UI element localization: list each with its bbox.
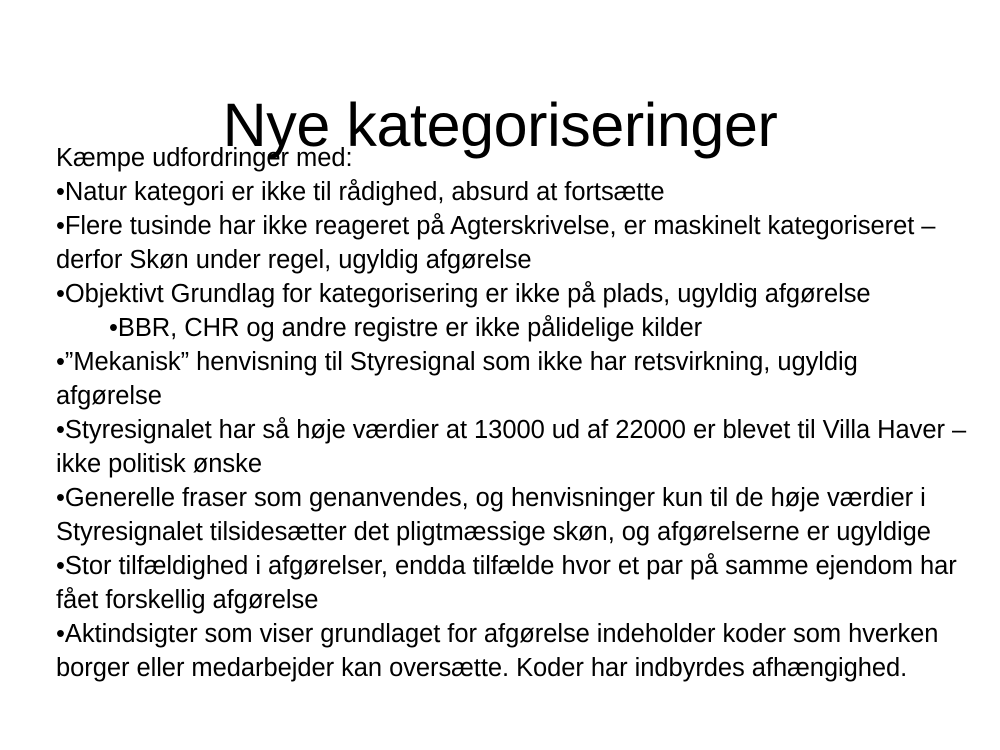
slide-title: Nye kategoriseringer	[222, 90, 778, 159]
bullet-item	[56, 617, 968, 685]
body-lead-paragraph: Kæmpe udfordringer med:	[56, 144, 353, 172]
bullet-item	[56, 413, 968, 481]
bullet-text: Objektivt Grundlag for kategorisering er ikke på plads, ugyldig afgørelse	[64, 280, 871, 308]
bullet-marker-icon: •	[56, 178, 65, 206]
bullet-item	[56, 209, 968, 277]
bullet-marker-icon: •	[56, 348, 65, 376]
bullet-marker-icon: •	[56, 552, 65, 580]
bullet-marker-icon: •	[56, 416, 65, 444]
bullet-marker-icon: •	[56, 620, 65, 648]
bullet-text: BBR, CHR og andre registre er ikke pålidelige kilder	[117, 314, 703, 342]
bullet-marker-icon: •	[56, 484, 65, 512]
bullet-item	[56, 277, 968, 311]
bullet-marker-icon: •	[56, 280, 65, 308]
bullet-marker-icon: •	[56, 212, 65, 240]
bullet-text: Natur kategori er ikke til rådighed, absurd at fortsætte	[64, 178, 665, 206]
bullet-item	[56, 481, 968, 549]
bullet-item	[56, 549, 968, 617]
bullet-text: Flere tusinde har ikke reageret på Agterskrivelse, er maskinelt kategoriseret – derfor Skøn under regel, ugyldig afgørelse	[56, 212, 936, 274]
slide-body-placeholder[interactable]	[56, 141, 968, 685]
bullet-item	[56, 175, 968, 209]
sub-bullet-item	[56, 311, 968, 345]
bullet-item	[56, 345, 968, 413]
bullet-text: ”Mekanisk” henvisning til Styresignal som ikke har retsvirkning, ugyldig afgørelse	[56, 348, 858, 410]
bullet-marker-icon: •	[109, 314, 118, 342]
bullet-text: Styresignalet har så høje værdier at 13000 ud af 22000 er blevet til Villa Haver – ikke politisk ønske	[56, 416, 967, 478]
bullet-text: Stor tilfældighed i afgørelser, endda tilfælde hvor et par på samme ejendom har fået forskellig afgørelse	[56, 552, 957, 614]
bullet-text: Aktindsigter som viser grundlaget for afgørelse indeholder koder som hverken borger eller medarbejder kan oversætte. Koder har indbyrdes afhængighed.	[56, 620, 939, 682]
bullet-text: Generelle fraser som genanvendes, og henvisninger kun til de høje værdier i Styresignalet tilsidesætter det pligtmæssige skøn, og afgørelserne er ugyldige	[56, 484, 931, 546]
